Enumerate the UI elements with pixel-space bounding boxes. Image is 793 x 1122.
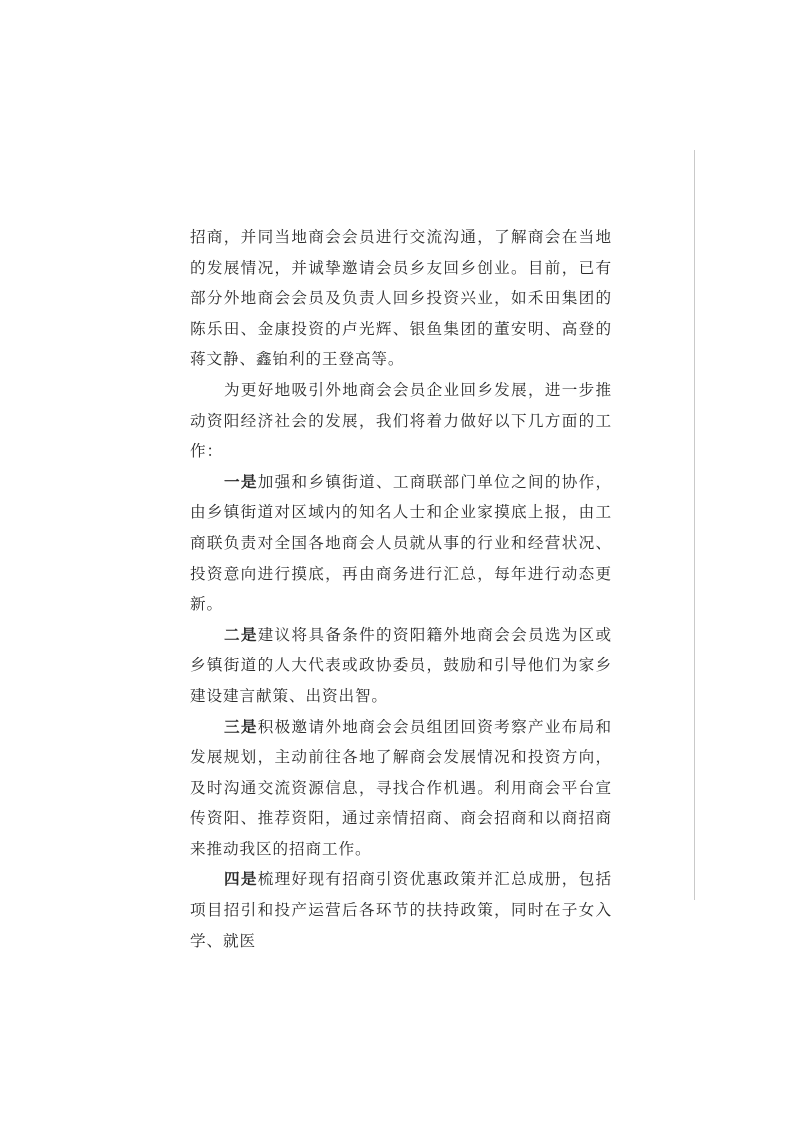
paragraph-text: 积极邀请外地商会会员组团回资考察产业布局和发展规划，主动前往各地了解商会发展情况和投资方向，及时沟通交流资源信息，寻找合作机遇。利用商会平台宣传资阳、推荐资阳，通过亲情招商、商会招商和以商招商来推动我区的招商工作。: [190, 717, 612, 858]
paragraph-text: 为更好地吸引外地商会会员企业回乡发展，进一步推动资阳经济社会的发展，我们将着力做好以下几方面的工作：: [190, 380, 612, 461]
paragraph-intro: [190, 375, 612, 467]
item-lead: 四是: [224, 869, 258, 889]
paragraph-item-4: [190, 864, 612, 956]
paragraph-text: 建议将具备条件的资阳籍外地商会会员选为区或乡镇街道的人大代表或政协委员，鼓励和引导他们为家乡建设建言献策、出资出智。: [190, 625, 612, 705]
paragraph-text: 招商，并同当地商会会员进行交流沟通，了解商会在当地的发展情况，并诚挚邀请会员乡友回乡创业。目前，已有部分外地商会会员及负责人回乡投资兴业，如禾田集团的陈乐田、金康投资的卢光辉、银鱼集团的董安明、高登的蒋文静、鑫铂利的王登高等。: [190, 228, 612, 369]
paragraph-item-2: [190, 620, 612, 712]
document-body: [190, 222, 612, 956]
paragraph-text: 加强和乡镇街道、工商联部门单位之间的协作，由乡镇街道对区域内的知名人士和企业家摸底上报，由工商联负责对全国各地商会人员就从事的行业和经营状况、投资意向进行摸底，再由商务进行汇总，每年进行动态更新。: [190, 472, 612, 614]
paragraph-continued: [190, 222, 612, 375]
paragraph-item-1: [190, 467, 612, 620]
item-lead: 三是: [224, 716, 258, 736]
item-lead: 二是: [224, 624, 258, 644]
paragraph-text: 梳理好现有招商引资优惠政策并汇总成册，包括项目招引和投产运营后各环节的扶持政策，同时在子女入学、就医: [190, 870, 612, 950]
item-lead: 一是: [224, 471, 258, 491]
paragraph-item-3: [190, 712, 612, 865]
page-edge-line: [694, 150, 695, 900]
